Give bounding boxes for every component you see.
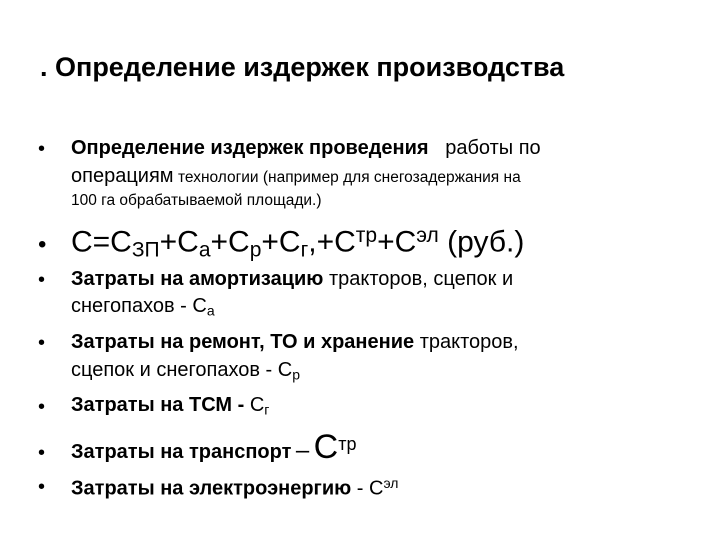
item-line: Затраты на транспорт – $С^{тр}$	[71, 428, 357, 466]
item-line	[71, 137, 541, 160]
item-line: Затраты на электроэнергию - $С^{эл}$	[71, 475, 399, 500]
slide-title: . Определение издержек производства	[40, 52, 565, 82]
item-bold-text: Затраты на ТСМ -	[71, 394, 245, 416]
formula-unit: (руб.)	[447, 225, 525, 259]
item-bold-text: Затраты на амортизацию	[71, 268, 324, 290]
item-line	[71, 268, 513, 291]
item-text: технологии (например для снегозадержания на	[177, 169, 521, 186]
item-line	[71, 165, 521, 188]
bullet-marker: •	[38, 138, 46, 160]
item-bold-text: Затраты на транспорт	[71, 441, 292, 463]
item-text: работы по	[445, 137, 541, 159]
item-line: снегопахов - $С_а$	[71, 295, 215, 319]
item-text: операциям	[71, 165, 174, 187]
item-bold-text: Затраты на электроэнергию	[71, 477, 352, 500]
item-bold-text: Определение издержек проведения	[71, 137, 429, 159]
bullet-marker: •	[38, 442, 46, 464]
item-bold-text: Затраты на ремонт, ТО и хранение	[71, 331, 415, 353]
item-line	[71, 331, 519, 354]
item-text: 100 га обрабатываемой площади.)	[71, 192, 322, 209]
item-line: Затраты на ТСМ - $С_г$	[71, 394, 270, 418]
item-text: тракторов, сцепок и	[328, 268, 514, 290]
cost-formula: $С=С_{ЗП}+С_а+С_р+С_г,+С^{тр}+С^{эл}$ (руб.)	[71, 224, 525, 262]
bullet-marker: •	[38, 396, 46, 418]
item-text: тракторов,	[419, 331, 519, 353]
item-line: сцепок и снегопахов - $С_р$	[71, 359, 300, 383]
bullet-marker: •	[38, 269, 46, 291]
bullet-marker: •	[38, 476, 46, 498]
bullet-marker: •	[38, 332, 46, 354]
bullet-marker: •	[38, 231, 47, 258]
